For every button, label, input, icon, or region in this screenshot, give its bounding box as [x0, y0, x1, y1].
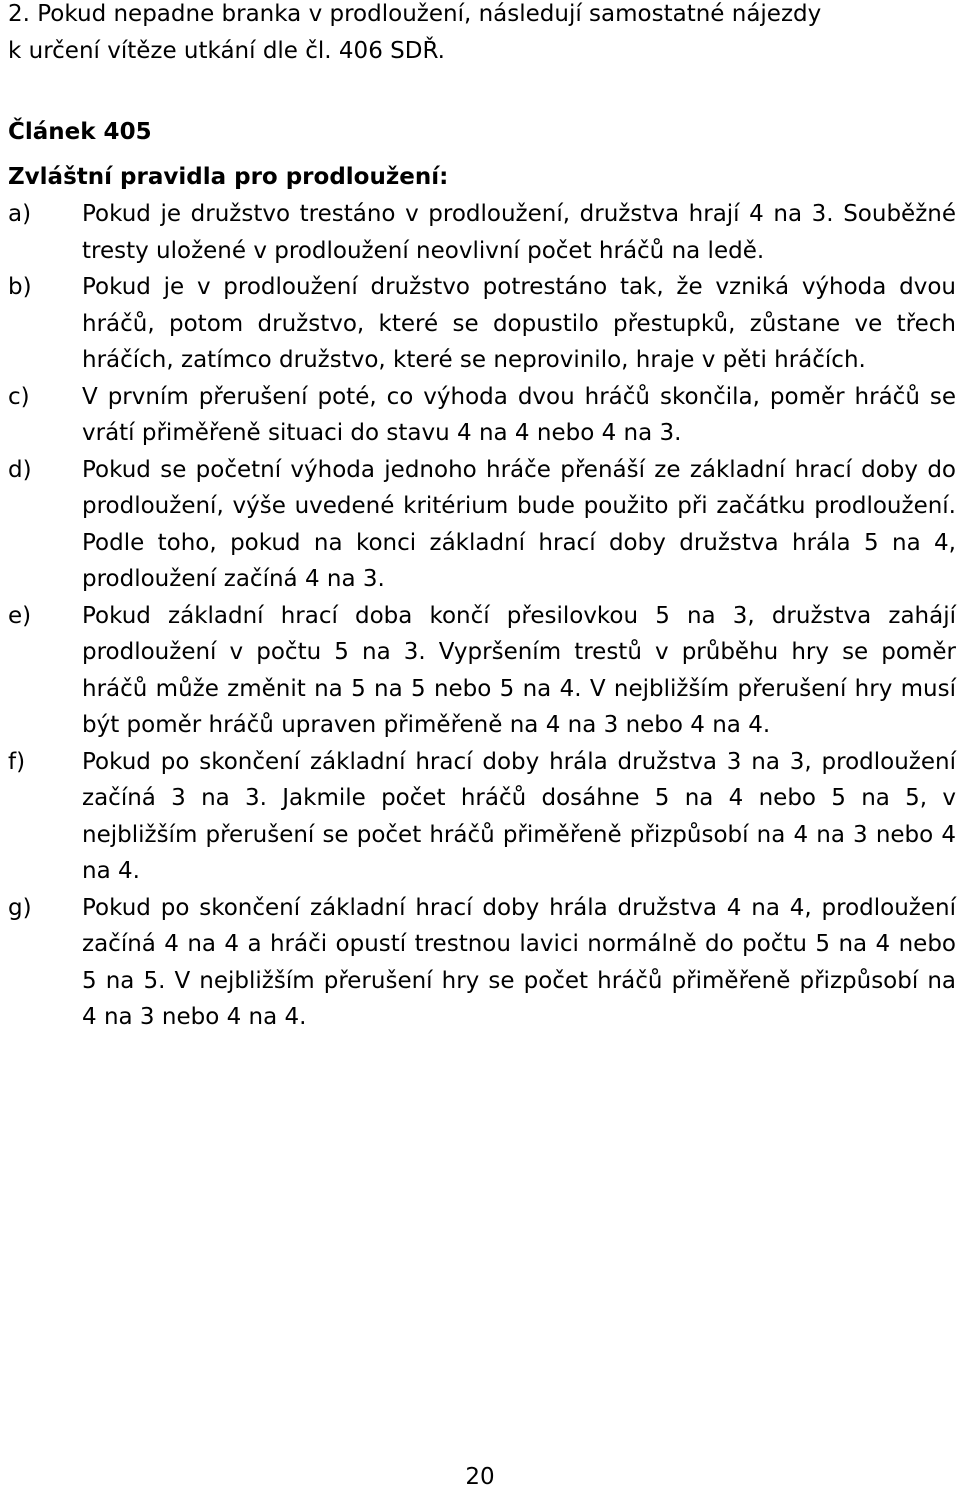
rule-text: Pokud po skončení základní hrací doby hrála družstva 4 na 4, prodloužení začíná 4 na 4 a hráči opustí trestnou lavici normálně do počtu 5 na 4 nebo 5 na 5. V nejbližším přerušení hry se počet hráčů přiměřeně přizpůsobí na 4 na 3 nebo 4 na 4.: [82, 894, 956, 1030]
list-marker: a): [8, 201, 32, 227]
list-marker: e): [8, 602, 32, 629]
list-marker: g): [8, 894, 32, 921]
intro-paragraph: [8, 0, 948, 69]
rule-item-f: [0, 744, 960, 890]
rule-item-g: [0, 890, 960, 1036]
rule-item-a: [0, 196, 960, 269]
intro-line-2: k určení vítěze utkání dle čl. 406 SDŘ.: [8, 37, 445, 64]
rule-list: [0, 196, 960, 1036]
rule-item-e: [0, 598, 960, 744]
rule-text: Pokud se početní výhoda jednoho hráče přenáší ze základní hrací doby do prodloužení, výše uvedené kritérium bude použito při začátku prodloužení. Podle toho, pokud na konci základní hrací doby družstva hrála 5 na 4, prodloužení začíná 4 na 3.: [82, 456, 956, 592]
article-title: Článek 405: [8, 119, 152, 145]
list-marker: d): [8, 456, 32, 483]
rule-text: Pokud je v prodloužení družstvo potrestáno tak, že vzniká výhoda dvou hráčů, potom družstvo, které se dopustilo přestupků, zůstane ve třech hráčích, zatímco družstvo, které se neprovinilo, hraje v pěti hráčích.: [82, 274, 956, 373]
list-marker: c): [8, 383, 30, 410]
rule-item-b: [0, 269, 960, 379]
rule-text: Pokud základní hrací doba končí přesilovkou 5 na 3, družstva zahájí prodloužení v počtu 5 na 3. Vypršením trestů v průběhu hry se poměr hráčů může změnit na 5 na 5 nebo 5 na 4. V nejbližším přerušení hry musí být poměr hráčů upraven přiměřeně na 4 na 3 nebo 4 na 4.: [82, 602, 956, 738]
page-number: 20: [465, 1464, 495, 1490]
rule-item-c: [0, 379, 960, 452]
rule-text: Pokud po skončení základní hrací doby hrála družstva 3 na 3, prodloužení začíná 3 na 3. Jakmile počet hráčů dosáhne 5 na 4 nebo 5 na 5, v nejbližším přerušení se počet hráčů přiměřeně přizpůsobí na 4 na 3 nebo 4 na 4.: [82, 748, 956, 884]
rule-item-d: [0, 452, 960, 598]
list-marker: b): [8, 274, 32, 300]
list-marker: f): [8, 748, 26, 775]
intro-line-1: 2. Pokud nepadne branka v prodloužení, následují samostatné nájezdy: [8, 1, 822, 27]
article-subtitle: Zvláštní pravidla pro prodloužení:: [8, 164, 449, 190]
rule-text: V prvním přerušení poté, co výhoda dvou hráčů skončila, poměr hráčů se vrátí přiměřeně situaci do stavu 4 na 4 nebo 4 na 3.: [82, 383, 956, 446]
rule-text: Pokud je družstvo trestáno v prodloužení, družstva hrají 4 na 3. Souběžné tresty uložené v prodloužení neovlivní počet hráčů na ledě.: [82, 201, 956, 264]
